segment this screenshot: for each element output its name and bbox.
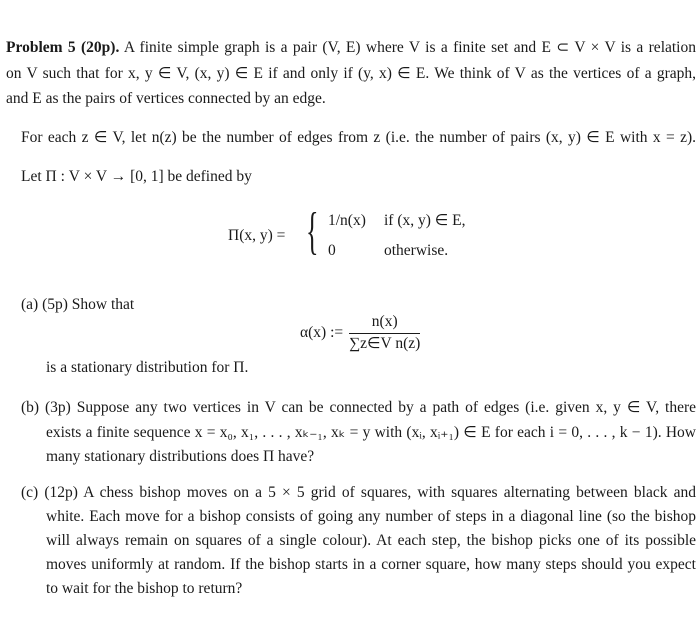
part-a-tail: is a stationary distribution for Π. xyxy=(46,359,249,376)
part-c-line-2: white. Each move for a bishop consists of going any number of steps in a diagonal line (so the bishop xyxy=(46,508,696,525)
part-c-line-4: moves uniformly at random. If the bishop starts in a corner square, how many steps should you expect xyxy=(46,556,696,573)
intro-line-1 xyxy=(6,38,696,58)
case1-value: 1/n(x) xyxy=(328,212,366,229)
problem-heading: Problem 5 (20p). xyxy=(6,39,120,56)
intro-text: A finite simple graph is a pair (V, E) where V is a finite set and E ⊂ V × V is a relation xyxy=(123,39,696,56)
part-c-line-3: will always remain on squares of a single colour). At each step, the bishop picks one of its possible xyxy=(46,532,696,549)
part-b-line-1: (b) (3p) Suppose any two vertices in V can be connected by a path of edges (i.e. given x, y ∈ V, there xyxy=(21,399,696,416)
part-b-line-2: exists a finite sequence x = x₀, x₁, . . . , xₖ₋₁, xₖ = y with (xᵢ, xᵢ₊₁) ∈ E for each i = 0, . . . , k − 1). How xyxy=(46,424,696,441)
definition-pi: Let Π : V × V → [0, 1] be defined by xyxy=(21,168,252,185)
case1-condition: if (x, y) ∈ E, xyxy=(384,212,466,229)
intro-line-3: and E as the pairs of vertices connected by an edge. xyxy=(6,90,326,107)
case2-value: 0 xyxy=(328,242,336,259)
fraction-denominator: ∑z∈V n(z) xyxy=(349,335,421,352)
brace-symbol: { xyxy=(306,203,319,260)
part-a-label: (a) (5p) Show that xyxy=(21,296,135,313)
part-c-line-5: to wait for the bishop to return? xyxy=(46,580,243,597)
alpha-lhs: α(x) := xyxy=(300,324,344,341)
case2-condition: otherwise. xyxy=(384,242,449,259)
part-c-line-1: (c) (12p) A chess bishop moves on a 5 × 5 grid of squares, with squares alternating between black and xyxy=(21,484,696,501)
alpha-formula xyxy=(300,312,420,354)
pi-lhs: Π(x, y) = xyxy=(228,227,286,244)
fraction-numerator: n(x) xyxy=(349,312,420,334)
alpha-fraction xyxy=(349,312,420,354)
part-b-line-3: many stationary distributions does Π have? xyxy=(46,448,315,465)
intro-line-2: on V such that for x, y ∈ V, (x, y) ∈ E if and only if (y, x) ∈ E. We think of V as the vertices of a graph, xyxy=(6,65,696,82)
definition-n: For each z ∈ V, let n(z) be the number of edges from z (i.e. the number of pairs (x, y) ∈ E with x = z). xyxy=(21,129,696,146)
